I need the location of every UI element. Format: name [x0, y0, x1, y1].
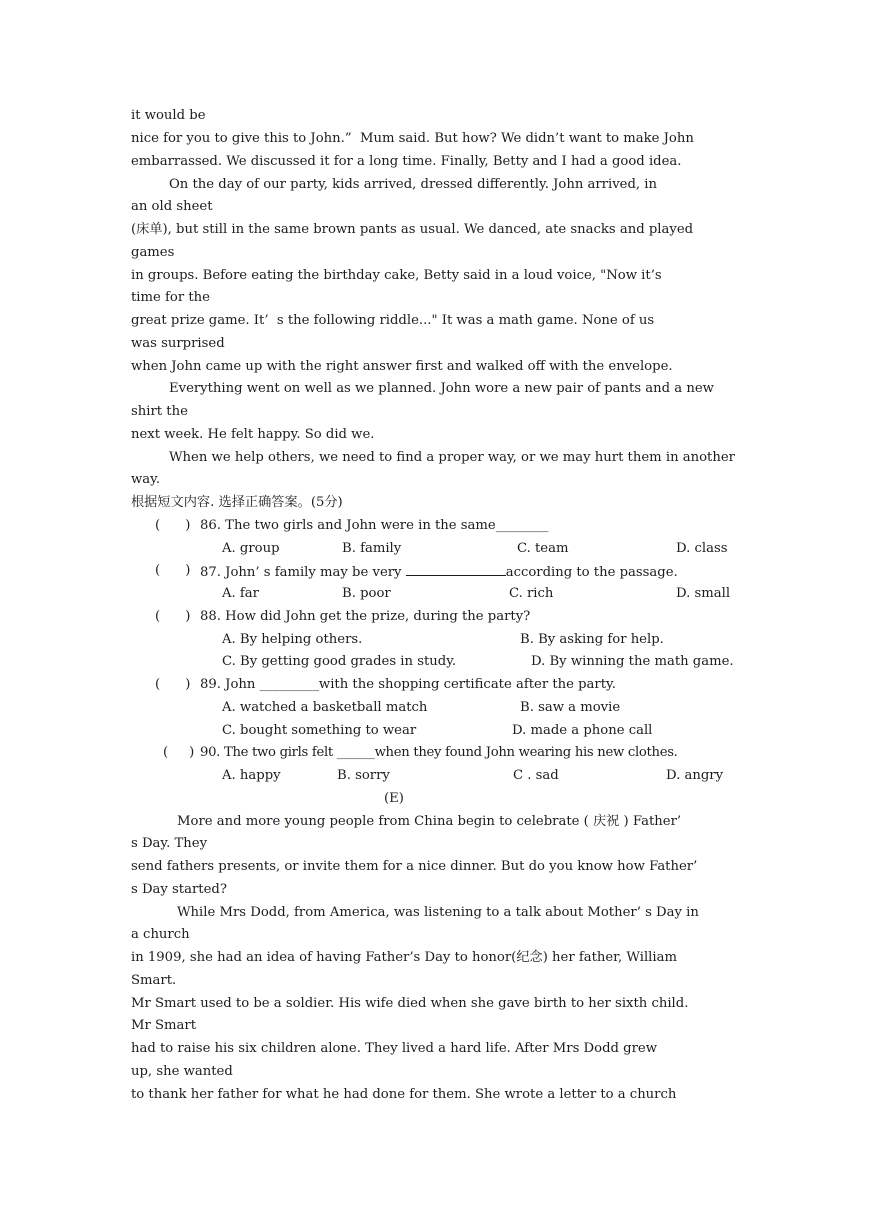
passage-line: when John came up with the right answer first and walked off with the envelope.: [131, 359, 673, 374]
passage-line: nice for you to give this to John.” Mum said. But how? We didn’t want to make John: [131, 131, 694, 146]
passage-line: s Day. They: [131, 836, 208, 851]
passage-line: (床单), but still in the same brown pants as usual. We danced, ate snacks and played: [131, 222, 694, 237]
passage-line: Mr Smart: [131, 1018, 197, 1033]
option-c[interactable]: C. By getting good grades in study.: [222, 654, 457, 669]
question-stem: 88. How did John get the prize, during the party?: [200, 609, 531, 624]
option-d[interactable]: D. By winning the math game.: [531, 654, 734, 669]
passage-line: embarrassed. We discussed it for a long time. Finally, Betty and I had a good idea.: [131, 154, 682, 169]
passage-line: in groups. Before eating the birthday cake, Betty said in a loud voice, "Now it’s: [131, 268, 662, 283]
option-b[interactable]: B. saw a movie: [520, 700, 621, 715]
option-a[interactable]: A. happy: [222, 768, 281, 783]
option-b[interactable]: B. By asking for help.: [520, 632, 664, 647]
section-heading: (E): [384, 791, 404, 806]
instruction: 根据短文内容. 选择正确答案。(5分): [131, 495, 343, 510]
option-b[interactable]: B. family: [342, 541, 402, 556]
question-stem: 90. The two girls felt ______when they found John wearing his new clothes.: [200, 745, 678, 760]
passage-line: a church: [131, 927, 190, 942]
question-stem: 89. John _________with the shopping certificate after the party.: [200, 677, 616, 692]
passage-line: On the day of our party, kids arrived, dressed differently. John arrived, in: [169, 177, 657, 192]
passage-line: More and more young people from China begin to celebrate ( 庆祝 ) Father’: [177, 814, 682, 829]
passage-line: s Day started?: [131, 882, 227, 897]
passage-line: time for the: [131, 290, 210, 305]
option-d[interactable]: D. class: [676, 541, 728, 556]
option-c[interactable]: C. bought something to wear: [222, 723, 417, 738]
passage-line: games: [131, 245, 175, 260]
question-stem-end: according to the passage.: [505, 565, 678, 580]
answer-paren[interactable]: ( ): [155, 677, 191, 692]
option-a[interactable]: A. By helping others.: [222, 632, 363, 647]
passage-line: in 1909, she had an idea of having Father’s Day to honor(纪念) her father, William: [131, 950, 677, 965]
passage-line: Smart.: [131, 973, 177, 988]
passage-line: next week. He felt happy. So did we.: [131, 427, 375, 442]
passage-line: was surprised: [131, 336, 225, 351]
passage-line: great prize game. It’ s the following riddle..." It was a math game. None of us: [131, 313, 655, 328]
passage-line: way.: [131, 472, 161, 487]
option-a[interactable]: A. far: [222, 586, 259, 601]
passage-line: it would be: [131, 108, 206, 123]
option-d[interactable]: D. made a phone call: [512, 723, 653, 738]
passage-line: had to raise his six children alone. They lived a hard life. After Mrs Dodd grew: [131, 1041, 657, 1056]
passage-line: to thank her father for what he had done for them. She wrote a letter to a church: [131, 1087, 677, 1102]
option-c[interactable]: C. rich: [509, 586, 554, 601]
question-stem-start: 87. John’ s family may be very: [200, 565, 406, 580]
option-c[interactable]: C . sad: [513, 768, 559, 783]
question-stem: [200, 563, 678, 581]
option-a[interactable]: A. watched a basketball match: [222, 700, 428, 715]
passage-line: While Mrs Dodd, from America, was listening to a talk about Mother’ s Day in: [177, 905, 699, 920]
answer-paren[interactable]: ( ): [163, 745, 195, 760]
answer-blank[interactable]: [406, 563, 506, 576]
option-d[interactable]: D. small: [676, 586, 731, 601]
answer-paren[interactable]: ( ): [155, 609, 191, 624]
passage-line: shirt the: [131, 404, 188, 419]
option-d[interactable]: D. angry: [666, 768, 724, 783]
passage-line: send fathers presents, or invite them for a nice dinner. But do you know how Father’: [131, 859, 698, 874]
answer-paren[interactable]: ( ): [155, 563, 191, 578]
passage-line: Mr Smart used to be a soldier. His wife died when she gave birth to her sixth child.: [131, 996, 689, 1011]
answer-paren[interactable]: ( ): [155, 518, 191, 533]
passage-line: Everything went on well as we planned. John wore a new pair of pants and a new: [169, 381, 714, 396]
option-b[interactable]: B. sorry: [337, 768, 390, 783]
passage-line: When we help others, we need to find a proper way, or we may hurt them in another: [169, 450, 735, 465]
option-a[interactable]: A. group: [222, 541, 280, 556]
question-stem: 86. The two girls and John were in the same________: [200, 518, 549, 533]
passage-line: up, she wanted: [131, 1064, 233, 1079]
option-c[interactable]: C. team: [517, 541, 569, 556]
option-b[interactable]: B. poor: [342, 586, 391, 601]
passage-line: an old sheet: [131, 199, 213, 214]
